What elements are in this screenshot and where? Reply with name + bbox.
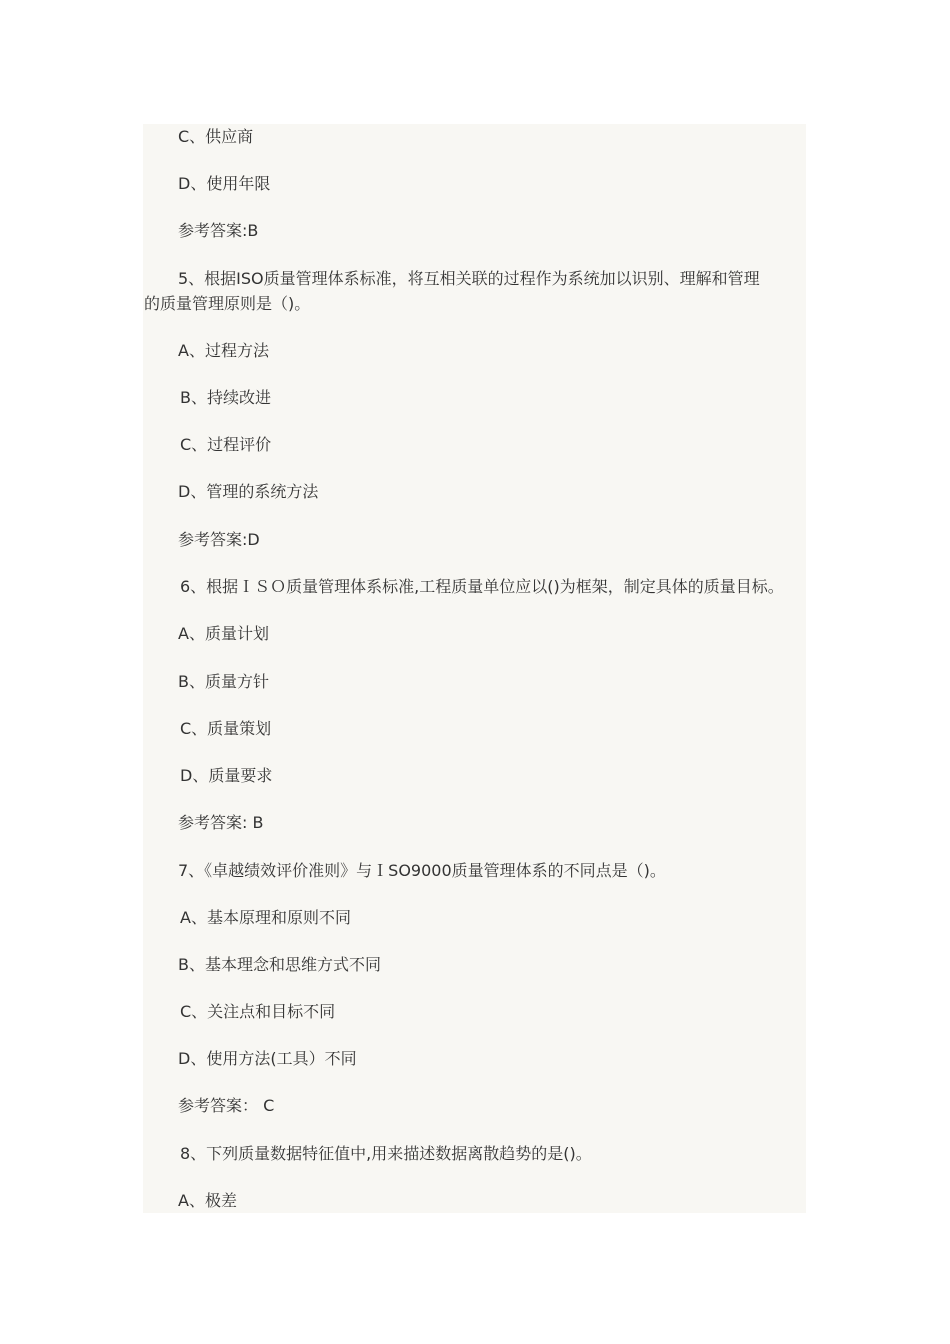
q8-stem: 8、下列质量数据特征值中,用来描述数据离散趋势的是()。 [180,1144,592,1163]
q6-answer: 参考答案: B [178,813,264,832]
q5-answer: 参考答案:D [178,530,260,549]
q6-option-b: B、质量方针 [178,672,269,691]
q5-stem-line2: 的质量管理原则是（)。 [144,294,311,313]
q4-answer: 参考答案:B [178,221,259,240]
q6-option-a: A、质量计划 [178,624,269,643]
q7-stem: 7、《卓越绩效评价准则》与ＩSO9000质量管理体系的不同点是（)。 [178,861,666,880]
q8-option-a: A、极差 [178,1191,237,1210]
q7-option-a: A、基本原理和原则不同 [180,908,351,927]
q7-option-c: C、关注点和目标不同 [180,1002,336,1021]
q5-stem-line1: 5、根据ISO质量管理体系标准，将互相关联的过程作为系统加以识别、理解和管理 [178,269,760,288]
q5-option-a: A、过程方法 [178,341,269,360]
q6-option-c: C、质量策划 [180,719,272,738]
q6-option-d: D、质量要求 [180,766,273,785]
q7-option-b: B、基本理念和思维方式不同 [178,955,381,974]
q7-answer: 参考答案： C [178,1096,275,1115]
q4-option-c: C、供应商 [178,127,254,146]
q5-option-b: B、持续改进 [180,388,271,407]
q5-option-d: D、管理的系统方法 [178,482,319,501]
q4-option-d: D、使用年限 [178,174,271,193]
q6-stem: 6、根据ＩＳＯ质量管理体系标准,工程质量单位应以()为框架，制定具体的质量目标。 [180,577,784,596]
q7-option-d: D、使用方法(工具）不同 [178,1049,357,1068]
q5-option-c: C、过程评价 [180,435,272,454]
